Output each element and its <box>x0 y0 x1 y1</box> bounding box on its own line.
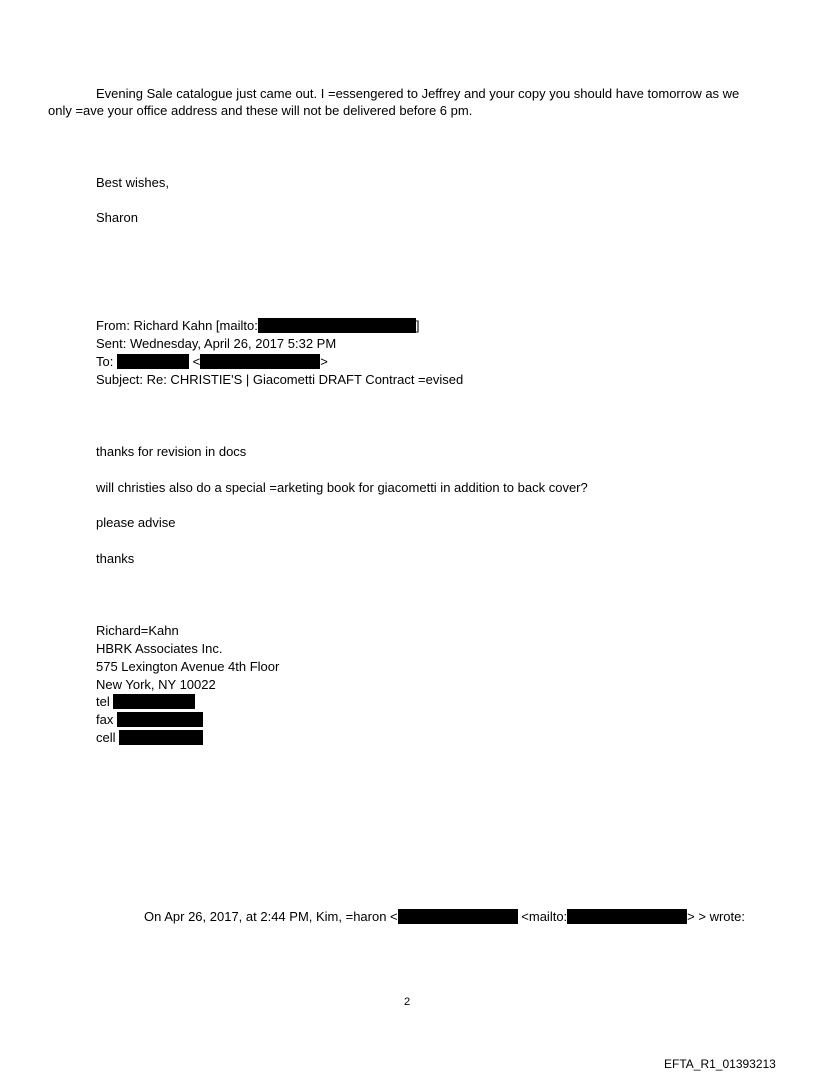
redaction-block <box>398 909 518 924</box>
signature-tel <box>96 693 195 711</box>
signature-tel-label: tel <box>96 694 110 709</box>
signature-fax-label: fax <box>96 712 114 727</box>
signature-company: HBRK Associates Inc. <box>96 641 223 656</box>
quote-prefix: On Apr 26, 2017, at 2:44 PM, Kim, =haron < <box>144 909 398 924</box>
signature-name: Richard=Kahn <box>96 623 179 638</box>
header-from-suffix: ] <box>415 318 420 333</box>
redaction-block <box>258 318 416 333</box>
header-to-prefix: To: <box>96 354 114 369</box>
page-number: 2 <box>404 996 411 1008</box>
closing-salutation: Best wishes, <box>96 175 169 190</box>
redaction-block <box>117 712 203 727</box>
redaction-block <box>567 909 687 924</box>
body-line-1: thanks for revision in docs <box>96 444 247 459</box>
header-to-lt: < <box>192 354 201 369</box>
body-line-4: thanks <box>96 551 135 566</box>
signature-cell <box>96 729 203 747</box>
header-sent: Sent: Wednesday, April 26, 2017 5:32 PM <box>96 336 337 351</box>
body-line-3: please advise <box>96 515 176 530</box>
quote-suffix: > > wrote: <box>687 909 745 924</box>
redaction-block <box>119 730 203 745</box>
signature-address-2: New York, NY 10022 <box>96 677 216 692</box>
header-subject: Subject: Re: CHRISTIE'S | Giacometti DRAFT Contract =evised <box>96 372 464 387</box>
intro-line-1: Evening Sale catalogue just came out. I =essengered to Jeffrey and your copy you should have tomorrow as we <box>96 86 740 101</box>
header-from <box>96 317 419 335</box>
body-line-2: will christies also do a special =arketing book for giacometti in addition to back cover? <box>96 480 588 495</box>
quote-mailto: <mailto: <box>521 909 568 924</box>
quote-line <box>144 908 745 926</box>
redaction-block <box>113 694 195 709</box>
redaction-block <box>200 354 320 369</box>
signature-address-1: 575 Lexington Avenue 4th Floor <box>96 659 280 674</box>
redaction-block <box>117 354 189 369</box>
document-id: EFTA_R1_01393213 <box>664 1057 776 1071</box>
closing-name: Sharon <box>96 210 138 225</box>
signature-cell-label: cell <box>96 730 116 745</box>
header-to-gt: > <box>320 354 328 369</box>
intro-line-2: only =ave your office address and these will not be delivered before 6 pm. <box>48 103 473 118</box>
header-to <box>96 353 328 371</box>
header-from-prefix: From: Richard Kahn [mailto: <box>96 318 258 333</box>
signature-fax <box>96 711 203 729</box>
